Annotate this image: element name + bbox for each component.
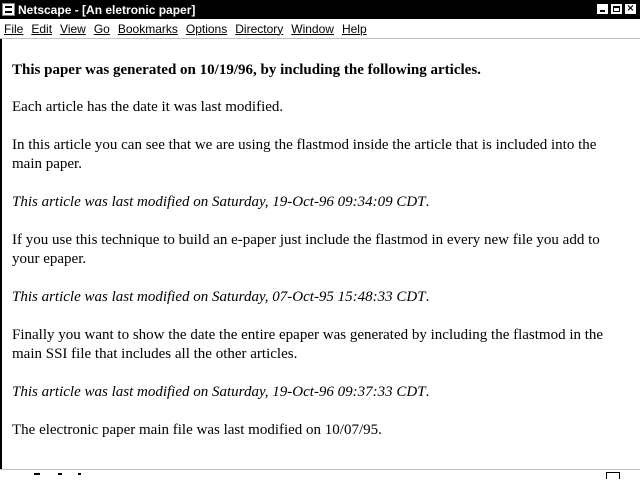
menu-view[interactable]: View: [60, 21, 86, 36]
period: .: [425, 194, 430, 210]
window-title: Netscape - [An eletronic paper]: [18, 2, 196, 17]
last-modified-3: [12, 383, 630, 402]
period: .: [425, 289, 430, 305]
paragraph-article-3: Finally you want to show the date the entire epaper was generated by including the flastmod in the main SSI file that includes all the other articles.: [12, 327, 604, 362]
title-bar: [0, 0, 640, 19]
system-menu-icon[interactable]: [2, 3, 15, 16]
menu-directory[interactable]: Directory: [235, 21, 284, 36]
last-modified-1: [12, 193, 630, 212]
status-mark: [78, 473, 81, 475]
menu-edit[interactable]: Edit: [31, 21, 53, 36]
menu-file[interactable]: File: [4, 21, 24, 36]
period: .: [425, 384, 430, 400]
paragraph-article-2: If you use this technique to build an e-paper just include the flastmod in every new file you add to your epaper.: [12, 232, 600, 267]
menu-bookmarks[interactable]: Bookmarks: [117, 21, 178, 36]
minimize-icon[interactable]: [596, 3, 609, 15]
last-modified-1-text: This article was last modified on Saturday, 19-Oct-96 09:34:09 CDT: [12, 194, 426, 210]
menu-options[interactable]: Options: [185, 21, 228, 36]
menu-bar: [0, 19, 640, 39]
window-controls: [596, 3, 637, 15]
security-key-icon: [606, 472, 620, 479]
maximize-icon[interactable]: [610, 3, 623, 15]
last-modified-3-text: This article was last modified on Saturday, 19-Oct-96 09:37:33 CDT: [12, 384, 426, 400]
last-modified-2-text: This article was last modified on Saturday, 07-Oct-95 15:48:33 CDT: [12, 289, 426, 305]
paragraph-main-file: The electronic paper main file was last modified on 10/07/95.: [12, 422, 382, 438]
menu-go[interactable]: Go: [93, 21, 110, 36]
page-heading: This paper was generated on 10/19/96, by including the following articles.: [12, 62, 481, 78]
status-mark: [34, 473, 40, 475]
paragraph-intro: Each article has the date it was last modified.: [12, 99, 284, 115]
status-mark: [58, 473, 62, 475]
menu-help[interactable]: Help: [341, 21, 367, 36]
close-icon[interactable]: ×: [624, 3, 637, 15]
menu-window[interactable]: Window: [291, 21, 334, 36]
status-bar: [0, 469, 640, 480]
page-content: [0, 39, 640, 469]
paragraph-article-1: In this article you can see that we are using the flastmod inside the article that is included into the main paper.: [12, 137, 597, 172]
last-modified-2: [12, 288, 630, 307]
